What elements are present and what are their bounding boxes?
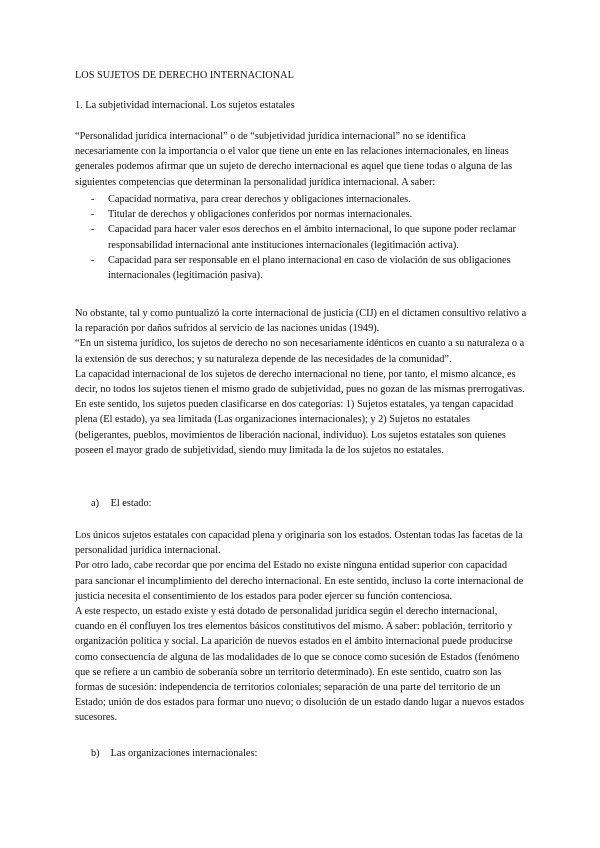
state-paragraph-1: Los únicos sujetos estatales con capacidad plena y originaria son los estados. Ostentan todas las facetas de la personalidad jurídica internacional. [75,530,523,557]
cij-section [75,306,527,458]
cij-quote: “En un sistema jurídico, los sujetos de derecho no son necesariamente idénticos en cuanto a su naturaleza o a la extensión de sus derechos; y su naturaleza depende de las necesidades de la comunidad”. [75,338,525,365]
document-title: LOS SUJETOS DE DERECHO INTERNACIONAL [75,70,294,81]
intro-paragraph: “Personalidad jurídica internacional” o de “subjetividad jurídica internacional” no se identifica necesariamente con la importancia o el valor que tiene un ente en las relaciones internacionales, en líneas generales podemos afirmar que un sujeto de derecho internacional es aquel que tiene todas o alguna de las siguientes competencias que determinan la personalidad jurídica internacional. A saber: [75,131,513,188]
state-section [75,528,527,726]
cij-paragraph: No obstante, tal y como puntualizó la corte internacional de justicia (CIJ) en el dictamen consultivo relativo a la reparación por daños sufridos al servicio de las naciones unidas (1949). [75,308,527,335]
section-a-title: El estado: [110,498,152,509]
competencies-list [91,192,527,283]
list-item: - Capacidad para ser responsable en el plano internacional en caso de violación de sus obligaciones internacionales (legitimación pasiva). [91,253,527,283]
state-paragraph-2: Por otro lado, cabe recordar que por encima del Estado no existe ninguna entidad superior con capacidad para sancionar el incumplimiento del derecho internacional. En este sentido, incluso la corte internacional de justicia necesita el consentimiento de los estados para poder ejercer su función contenciosa. [75,560,524,602]
section-b-label: b) [91,748,100,759]
section-a-label: a) [91,498,99,509]
list-item: - Capacidad normativa, para crear derechos y obligaciones internacionales. [91,192,527,207]
capacity-paragraph: La capacidad internacional de los sujetos de derecho internacional no tiene, por tanto, el mismo alcance, es decir, no todos los sujetos tienen el mismo grado de subjetividad, pues no gozan de las mismas prerrogativas. En este sentido, los sujetos pueden clasificarse en dos categorías: 1) Sujetos estatales, ya tengan capacidad plena (El estado), ya sea limitada (Las organizaciones internacionales); y 2) Sujetos no estatales (beligerantes, pueblos, movimientos de liberación nacional, individuo). Los sujetos estatales son quienes poseen el mayor grado de subjetividad, siendo muy limitada la de los sujetos no estatales. [75,368,525,456]
state-paragraph-3: A este respecto, un estado existe y está dotado de personalidad jurídica según el derecho internacional, cuando en él confluyen los tres elementos básicos constitutivos del mismo. A saber: población, territorio y organización política y social. La aparición de nuevos estados en el ámbito internacional puede producirse como consecuencia de alguna de las modalidades de lo que se conoce como sucesión de Estados (fenómeno que se refiere a un cambio de soberanía sobre un territorio determinado). En este sentido, cuatro son las formas de sucesión: independencia de territorios coloniales; separación de una parte del territorio de un Estado; unión de dos estados para formar uno nuevo; o disolución de un estado dando lugar a nuevos estados sucesores. [75,606,524,724]
list-item: - Capacidad para hacer valer esos derechos en el ámbito internacional, lo que supone poder reclamar responsabilidad internacional ante instituciones internacionales (legitimación activa). [91,222,527,252]
section-b-title: Las organizaciones internacionales: [110,748,258,759]
section-heading-a [91,496,543,511]
section-heading-b [91,746,543,761]
list-item: - Titular de derechos y obligaciones conferidos por normas internacionales. [91,207,527,222]
section-heading-1: 1. La subjetividad internacional. Los sujetos estatales [75,100,295,111]
